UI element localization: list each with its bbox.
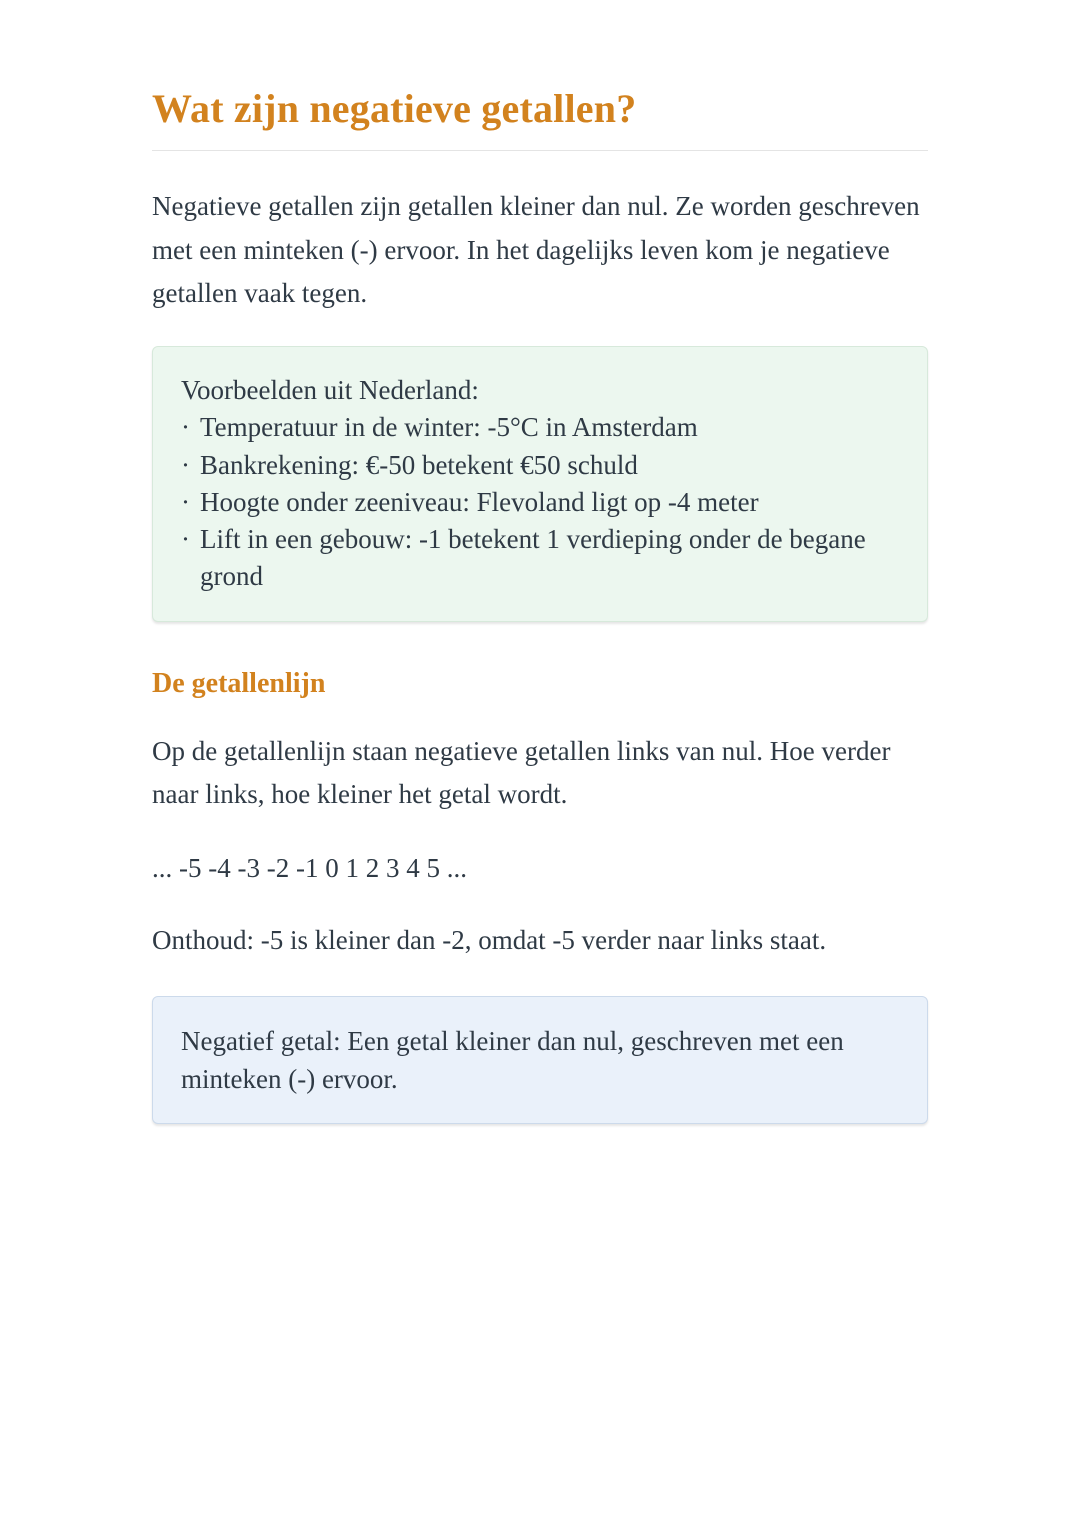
example-item [181,484,899,521]
section-heading-getallenlijn: De getallenlijn [152,667,326,699]
example-item-text: Hoogte onder zeeniveau: Flevoland ligt op -4 meter [200,486,759,517]
definition-box [152,996,928,1125]
document-page [152,0,928,1124]
note-paragraph: Onthoud: -5 is kleiner dan -2, omdat -5 verder naar links staat. [152,924,827,955]
bullet-icon: · [181,412,190,443]
number-line-text: ... -5 -4 -3 -2 -1 0 1 2 3 4 5 ... [152,853,467,884]
examples-box-heading: Voorbeelden uit Nederland: [181,375,479,406]
example-item-text: Lift in een gebouw: -1 betekent 1 verdieping onder de begane grond [200,524,866,592]
bullet-icon: · [181,486,190,517]
example-item [181,521,899,596]
example-item [181,409,899,446]
definition-text: Negatief getal: Een getal kleiner dan nul, geschreven met een minteken (-) ervoor. [181,1025,844,1094]
section-paragraph: Op de getallenlijn staan negatieve getallen links van nul. Hoe verder naar links, hoe kleiner het getal wordt. [152,735,891,810]
example-item [181,447,899,484]
page-title: Wat zijn negatieve getallen? [152,86,928,151]
intro-paragraph: Negatieve getallen zijn getallen kleiner dan nul. Ze worden geschreven met een minteken (-) ervoor. In het dagelijks leven kom je negatieve getallen vaak tegen. [152,191,920,309]
bullet-icon: · [181,524,190,555]
bullet-icon: · [181,449,190,480]
example-item-text: Bankrekening: €-50 betekent €50 schuld [200,449,638,480]
examples-box [152,346,928,622]
example-item-text: Temperatuur in de winter: -5°C in Amsterdam [200,412,698,443]
